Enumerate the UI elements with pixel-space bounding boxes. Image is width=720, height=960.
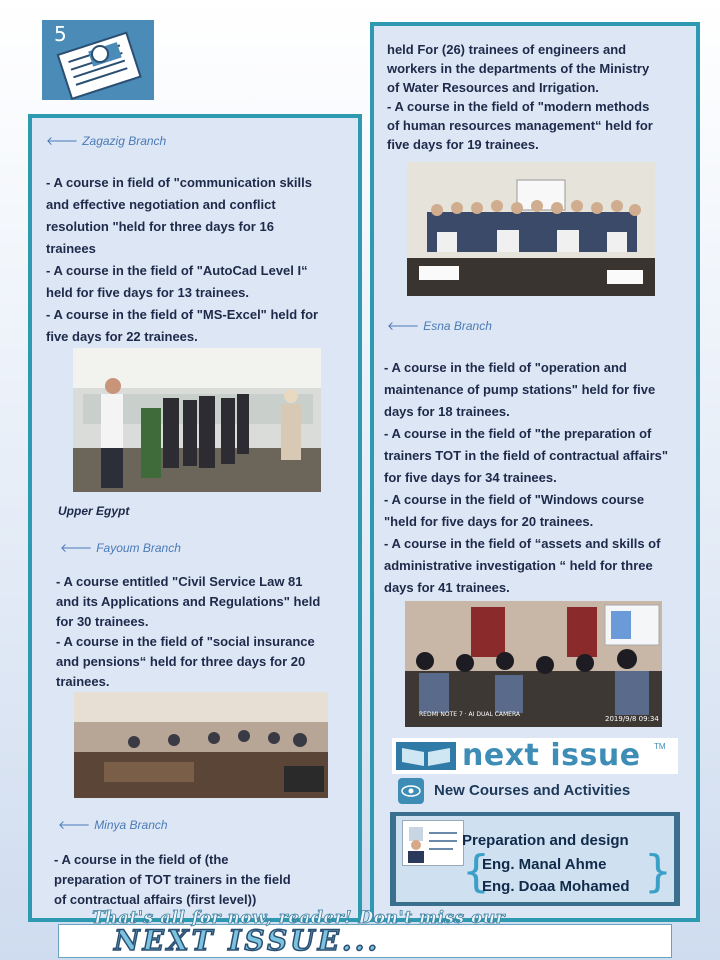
zagazig-courses: - A course in field of "communication skills and effective negotiation and conflict resolution "held for three days for 16 trainees - A course in the field of "AutoCad Level I“ held for five days for 13 trainees. - A course in the field of "MS-Excel" held for five days for 22 trainees. <box>46 175 319 344</box>
credits-title: Preparation and design <box>462 832 629 849</box>
branch-heading-esna: 🡐 Esna Branch <box>387 319 492 333</box>
branch-heading-zagazig: 🡐 Zagazig Branch <box>46 134 167 148</box>
esna-classroom-photo <box>405 601 662 727</box>
credits-name: Eng. Manal Ahme <box>482 856 607 873</box>
left-brace-icon: { <box>462 846 490 897</box>
page-number-badge <box>42 20 154 100</box>
zagazig-training-photo <box>73 348 321 492</box>
next-issue-item-label: New Courses and Activities <box>434 782 631 799</box>
minya-courses: - A course in the field of (the preparation of TOT trainers in the field of contractual affairs (first level)) <box>54 852 291 907</box>
footer-banner <box>44 908 686 958</box>
next-issue-logo <box>392 738 678 774</box>
group-photo <box>407 162 655 296</box>
photo-timestamp: 2019/9/8 09:34 <box>605 715 659 723</box>
fayoum-courses: - A course entitled "Civil Service Law 81 and its Applications and Regulations" held for 30 trainees. - A course in the field of "social insurance and pensions“ held for three days for 20 trainees. <box>56 574 321 689</box>
arrow-left-icon: 🡐 <box>60 541 93 555</box>
credits-name: Eng. Doaa Mohamed <box>482 878 630 895</box>
branch-heading-fayoum: 🡐 Fayoum Branch <box>60 541 181 555</box>
footer-line-2: NEXT ISSUE... <box>114 924 381 957</box>
branch-heading-minya: 🡐 Minya Branch <box>58 818 168 832</box>
right-brace-icon: } <box>644 846 672 897</box>
arrow-left-icon: 🡐 <box>58 818 91 832</box>
next-issue-item <box>398 778 688 806</box>
eye-icon <box>398 778 424 804</box>
credits-box <box>390 812 680 906</box>
continued-courses: held For (26) trainees of engineers and workers in the departments of the Ministry of Water Resources and Irrigation. - A course in the field of "modern methods of human resources management“ held for five days for 19 trainees. <box>387 42 653 152</box>
page-number: 5 <box>54 22 67 46</box>
trademark-mark: TM <box>654 742 666 751</box>
photo-camera-watermark: REDMI NOTE 7 · AI DUAL CAMERA <box>419 711 520 718</box>
arrow-left-icon: 🡐 <box>46 134 79 148</box>
region-heading: Upper Egypt <box>58 504 130 518</box>
esna-courses: - A course in the field of "operation and maintenance of pump stations" held for five days for 18 trainees. - A course in the field of "the preparation of trainers TOT in the field of contractual affairs" for five days for 34 trainees. - A course in the field of "Windows course "held for five days for 20 trainees. - A course in the field of “assets and skills of administrative investigation “ held for three days for 41 trainees. <box>384 360 669 595</box>
fayoum-training-photo <box>74 692 328 798</box>
arrow-left-icon: 🡐 <box>387 319 420 333</box>
designer-avatar <box>402 820 464 866</box>
footer-line-1: That's all for now, reader! Don't miss our <box>92 908 506 928</box>
open-book-icon <box>396 742 456 770</box>
next-issue-logo-text: next issue <box>462 738 641 773</box>
